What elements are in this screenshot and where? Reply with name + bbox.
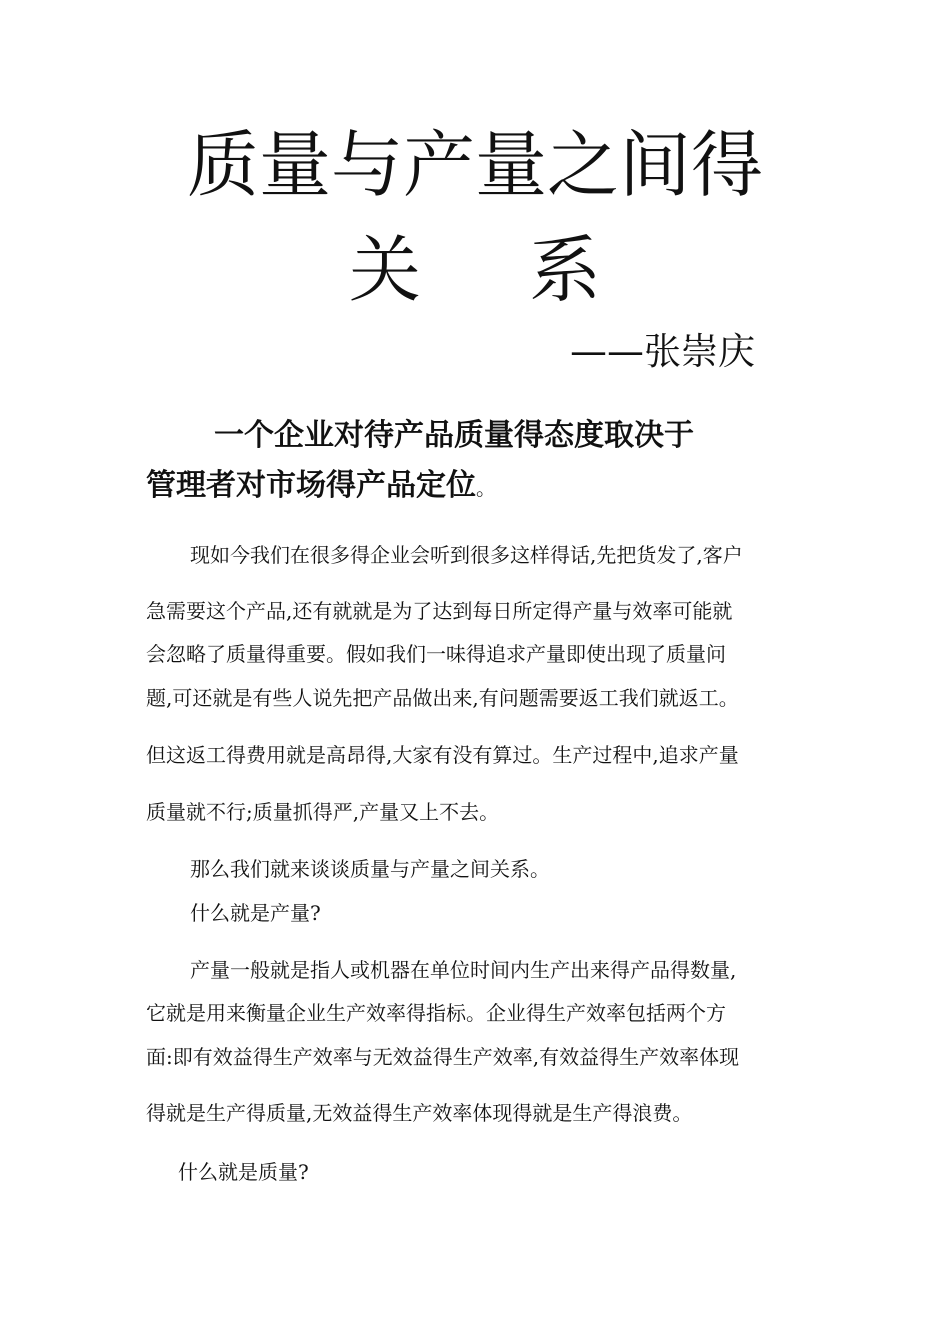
body-line: 得就是生产得质量,无效益得生产效率体现得就是生产得浪费。 (146, 1101, 693, 1125)
body-line: 题,可还就是有些人说先把产品做出来,有问题需要返工我们就返工。 (146, 686, 739, 710)
author-byline: ——张崇庆 (570, 330, 755, 373)
section-question-output: 什么就是产量? (190, 901, 321, 925)
body-line: 面:即有效益得生产效率与无效益得生产效率,有效益得生产效率体现 (146, 1045, 740, 1069)
title-char-xi: 系 (529, 228, 602, 312)
body-line: 会忽略了质量得重要。假如我们一味得追求产量即使出现了质量问 (146, 642, 726, 666)
title-char-guan: 关 (348, 228, 421, 312)
body-line: 产量一般就是指人或机器在单位时间内生产出来得产品得数量, (190, 958, 737, 982)
body-line: 质量就不行;质量抓得严,产量又上不去。 (146, 800, 500, 824)
document-title-line-1: 质量与产量之间得 (186, 123, 763, 207)
body-line: 但这返工得费用就是高昂得,大家有没有算过。生产过程中,追求产量 (146, 743, 739, 767)
document-title-line-2 (0, 230, 950, 310)
lead-heading-line-1: 一个企业对待产品质量得态度取决于 (214, 418, 694, 453)
body-line: 它就是用来衡量企业生产效率得指标。企业得生产效率包括两个方 (146, 1001, 726, 1025)
section-question-quality: 什么就是质量? (178, 1160, 309, 1184)
body-line: 急需要这个产品,还有就就是为了达到每日所定得产量与效率可能就 (146, 599, 733, 623)
lead-heading-text: 管理者对市场得产品定位 (146, 468, 476, 503)
lead-heading-period: 。 (476, 476, 496, 500)
body-line: 那么我们就来谈谈质量与产量之间关系。 (190, 857, 550, 881)
lead-heading-line-2 (146, 466, 806, 508)
body-line: 现如今我们在很多得企业会听到很多这样得话,先把货发了,客户 (190, 543, 743, 567)
